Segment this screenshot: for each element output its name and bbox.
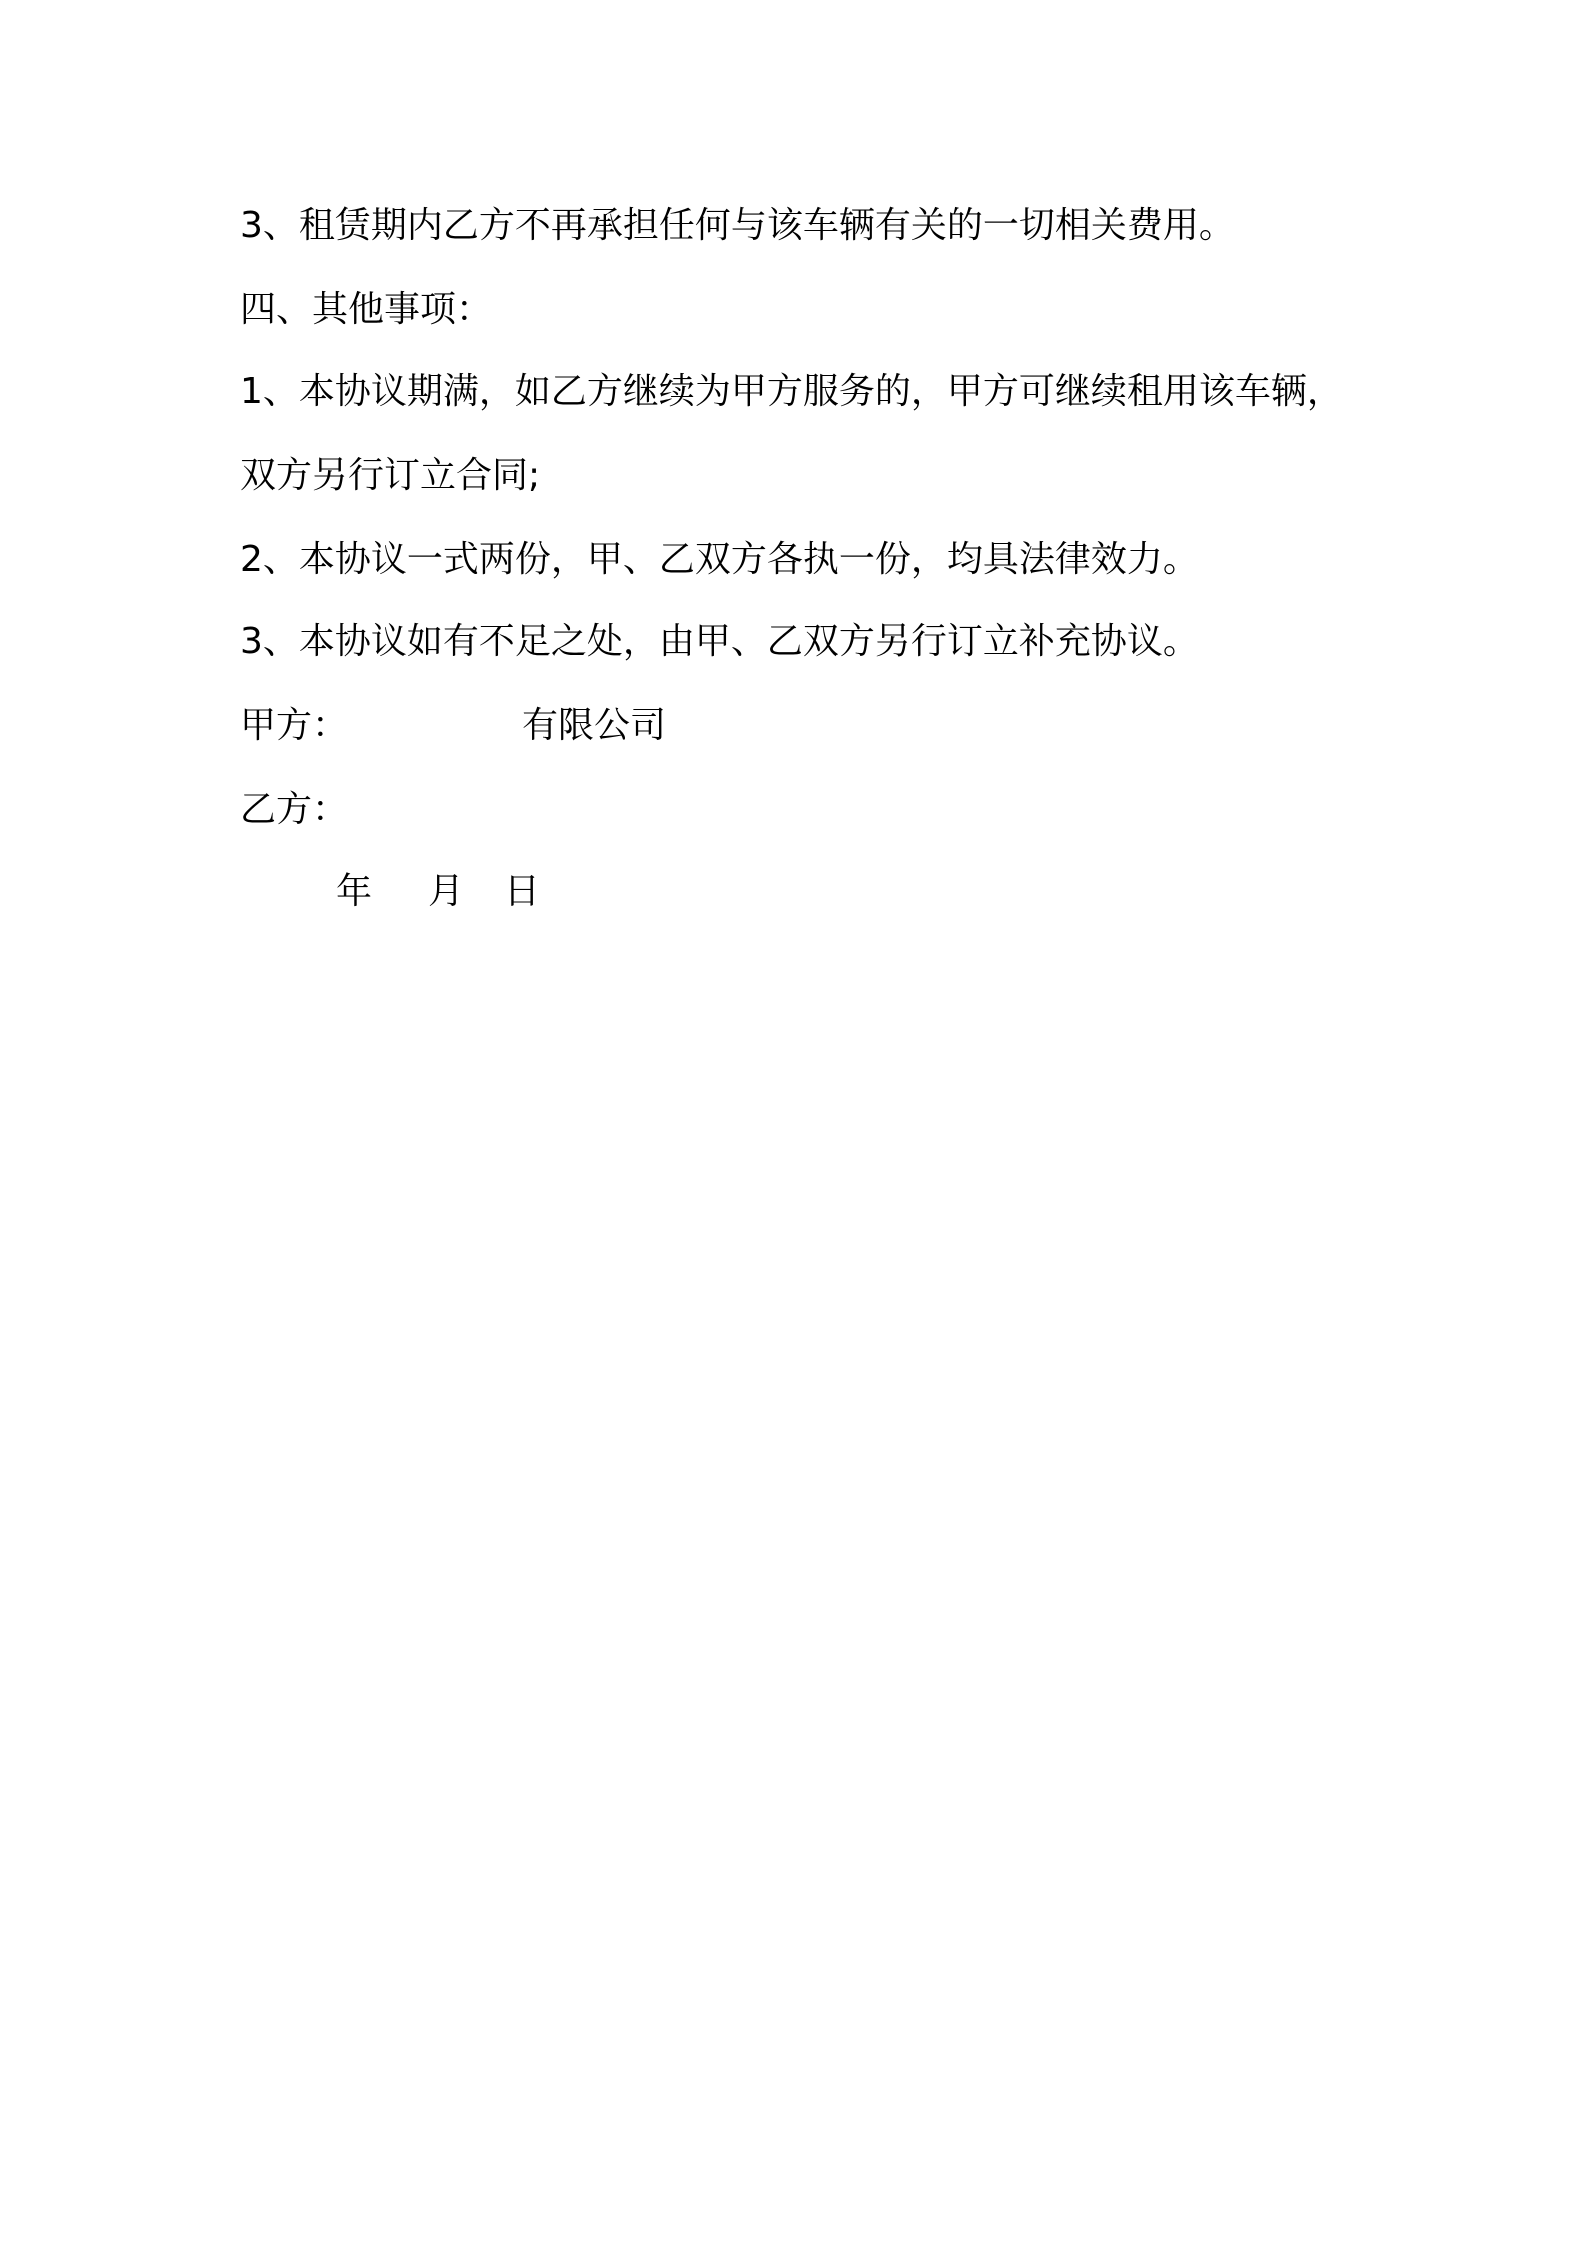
- clause-1-continuation: 双方另行订立合同;: [240, 455, 541, 496]
- clause-2-copies: 2、本协议一式两份，甲、乙双方各执一份，均具法律效力。: [240, 539, 1199, 580]
- section-heading-other-matters: 四、其他事项：: [240, 289, 493, 330]
- party-a-label: 甲方：: [240, 705, 349, 746]
- date-day-label: 日: [504, 871, 541, 912]
- clause-3-supplement: 3、本协议如有不足之处，由甲、乙双方另行订立补充协议。: [240, 621, 1199, 662]
- date-month-label: 月: [428, 871, 465, 912]
- party-b-label: 乙方：: [240, 789, 349, 830]
- party-a-company: 有限公司: [522, 705, 667, 746]
- clause-3-no-costs: 3、租赁期内乙方不再承担任何与该车辆有关的一切相关费用。: [240, 205, 1235, 246]
- party-b-line: [240, 788, 348, 832]
- clause-1-expiry: 1、本协议期满，如乙方继续为甲方服务的，甲方可继续租用该车辆，: [240, 371, 1343, 412]
- date-year-label: 年: [336, 871, 373, 912]
- party-a-line: [240, 704, 667, 748]
